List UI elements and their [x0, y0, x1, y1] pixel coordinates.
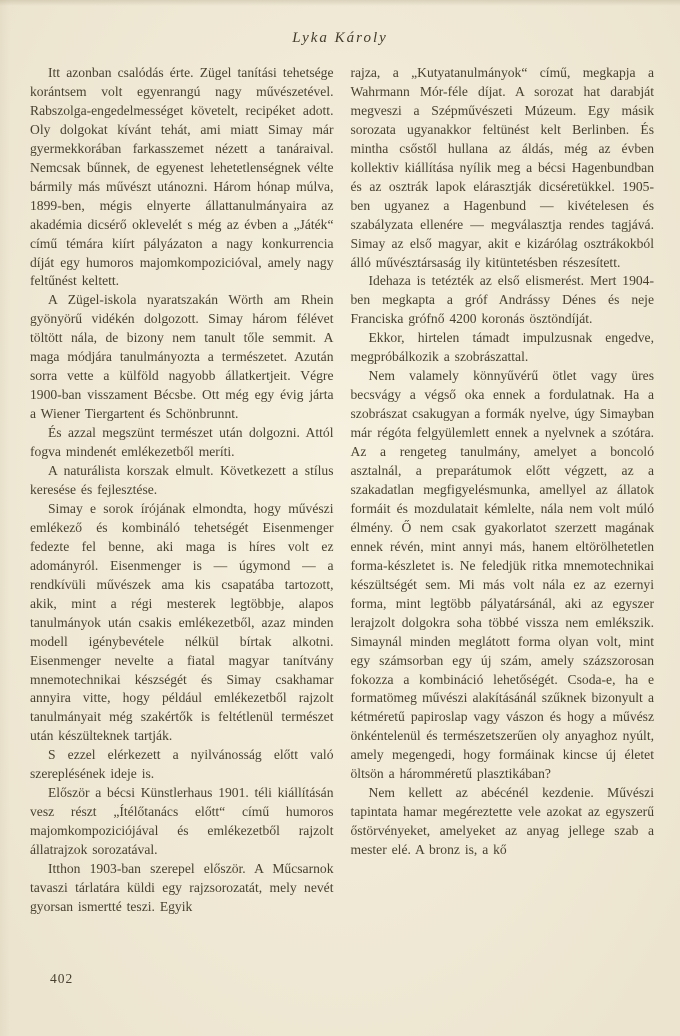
paragraph: Ekkor, hirtelen támadt impulzusnak engedve, megpróbálkozik a szobrászattal.: [350, 330, 654, 365]
paragraph: Simay e sorok írójának elmondta, hogy művészi emlékező és kombináló tehetségét Eisenmenger fedezte fel benne, aki maga is híres volt ez adományról. Eisenmenger is — úgymond — a rendkívüli művészek ama kis csapatába tartozott, akik, mint a régi mesterek legtöbbje, alapos tanulmányok után csakis emlékezetből, azaz minden modell igénybevétele nélkül bírtak alkotni. Eisenmenger nevelte a fiatal magyar tanítvány mnemotechnikai készségét és Simay csakhamar annyira vitte, hogy például emlékezetből rajzolt tanulmányait még szakértők is feltétlenül természet után készülteknek tartják.: [30, 500, 334, 744]
paragraph: S ezzel elérkezett a nyilvánosság előtt való szereplésének ideje is.: [30, 747, 334, 782]
running-head-title: Lyka Károly: [292, 30, 388, 46]
paragraph: Nem kellett az abécénél kezdenie. Művészi tapintata hamar megéreztette vele azokat az egyszerű őstörvényeket, amelyeket az anyag jellege szab a mester elé. A bronz is, a kő: [350, 785, 654, 858]
paragraph: És azzal megszünt természet után dolgozni. Attól fogva mindenét emlékezetből meríti.: [30, 425, 334, 460]
paragraph: Először a bécsi Künstlerhaus 1901. téli kiállításán vesz részt „Ítélőtanács előtt“ című humoros majomkompoziciójával és emlékezetből rajzolt állatrajzok sorozatával.: [30, 785, 334, 858]
right-column: [351, 64, 655, 917]
paragraph: rajza, a „Kutyatanulmányok“ című, megkapja a Wahrmann Mór-féle díjat. A sorozat hat darabját megveszi a Szépművészeti Múzeum. Egy másik sorozata ugyanakkor feltünést kelt Berlinben. És mintha csőstől hullana az áldás, még az évben kollektiv kiállítása nyílik meg a bécsi Hagenbundban és az osztrák lapok elárasztják dicséretükkel. 1905-ben ugyanez a Hagenbund — kivételesen és szabályzata ellenére — megválasztja rendes tagjává. Simay az első magyar, akit e kizárólag osztrákokból álló művésztársaság ily kitüntetésben részesített.: [350, 65, 654, 270]
paragraph: Nem valamely könnyűvérű ötlet vagy üres becsvágy a végső oka ennek a fordulatnak. Ha a szobrászat csakugyan a formák nyelve, úgy Simayban már régóta felgyülemlett ennek a nyelvnek a szótára. Az a rengeteg tanulmány, amelyet a boncoló asztalnál, a preparátumok előtt végzett, az a szakadatlan megfigyelésmunka, amellyel az állatok formáit és mozdulatait kémlelte, nála nem volt múló élmény. Ő nem csak gyakorlatot szerzett magának ennek révén, mint annyi más, hanem eltörölhetetlen forma-készletet is. Ne feledjük ritka mnemotechnikai készültségét sem. Mi más volt nála ez az ezernyi forma, mint legtöbb pályatársánál, aki az egyszer lerajzolt dolgokra soha többé vissza nem emlékszik. Simaynál minden meglátott forma olyan volt, mint egy számsorban egy új szám, amely százszorosan fokozza a kombináció lehetőségét. Csoda-e, ha e formatömeg művészi alakításánál szűknek bizonyult a kétméretű papiroslap vagy vászon és hogy a művész önkéntelenül és természetszerűen oly anyaghoz nyúlt, amely megengedi, hogy formáinak kincse új életet öltsön a háromméretű plasztikában?: [350, 368, 654, 782]
left-column: [30, 64, 334, 917]
page-number: 402: [50, 971, 74, 986]
paragraph: Itt azonban csalódás érte. Zügel tanítási tehetsége korántsem volt egyenrangú nagy művészetével. Rabszolga-engedelmességet követelt, recipéket adott. Oly dolgokat kívánt tehát, ami miatt Simay már gyermekkorában farkasszemet nézett a tanáraival. Nemcsak bűnnek, de egyenest lehetetlenségnek vélte bármily más művészt utánozni. Három hónap múlva, 1899-ben, mégis elnyerte állattanulmányaira az akadémia dicsérő oklevelét s még az évben a „Játék“ című témára kiírt pályázaton a nagy konkurrencia díját egy humoros majomkompozicióval, amely nagy feltűnést keltett.: [30, 65, 334, 289]
paragraph: Itthon 1903-ban szerepel először. A Műcsarnok tavaszi tárlatára küldi egy rajzsorozatát, mely nevét gyorsan ismertté teszi. Egyik: [30, 861, 334, 914]
paragraph: Idehaza is tetézték az első elismerést. Mert 1904-ben megkapta a gróf Andrássy Dénes és neje Franciska grófnő 4200 koronás ösztöndíját.: [350, 273, 654, 327]
text-columns: [30, 64, 654, 917]
paragraph: A Zügel-iskola nyaratszakán Wörth am Rhein gyönyörű vidékén dolgozott. Simay három félévet töltött nála, de bizony nem tanult tőle semmit. A maga módjára tanulmányozta a természetet. Azután sorra vette a külföld nagyobb állatkertjeit. Végre 1900-ban visszament Bécsbe. Ott még egy évig járta a Wiener Tiergartent és Schönbrunnt.: [30, 292, 334, 422]
paragraph: A naturálista korszak elmult. Következett a stílus keresése és fejlesztése.: [30, 463, 334, 497]
